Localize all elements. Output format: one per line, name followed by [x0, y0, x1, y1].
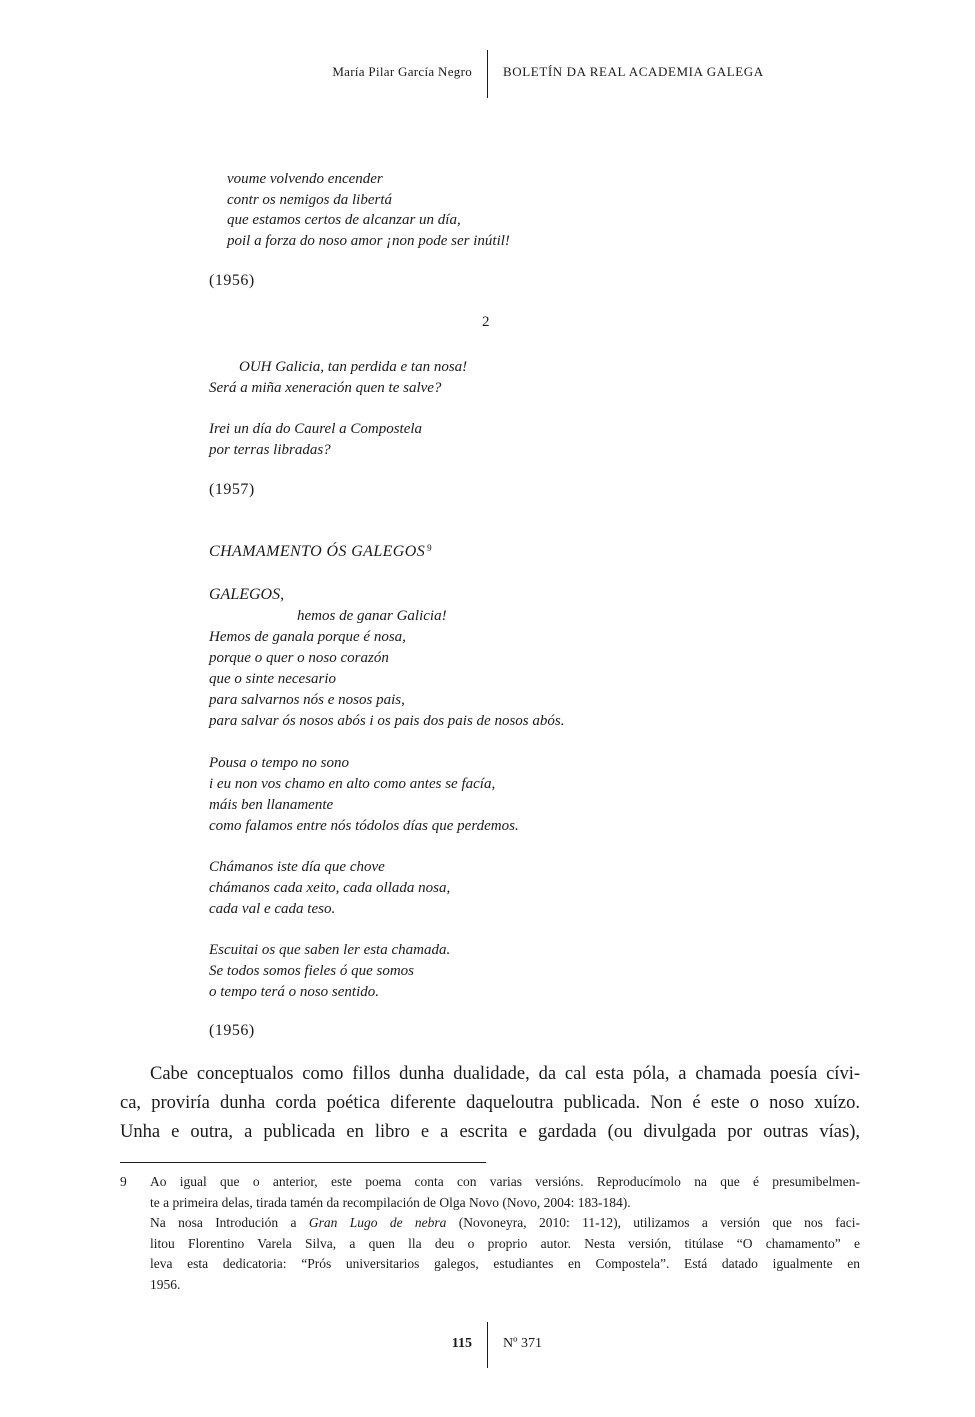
poem-line: hemos de ganar Galicia! [297, 608, 447, 624]
poem-2-number: 2 [482, 314, 490, 330]
poem-line: Pousa o tempo no sono [209, 755, 349, 771]
footnote-text: Na nosa Introdución a [150, 1215, 309, 1230]
poem-line: como falamos entre nós tódolos días que perdemos. [209, 818, 519, 834]
poem-2-date: (1957) [209, 481, 255, 498]
poem-line: voume volvendo encender [227, 171, 383, 187]
book-title: Gran Lugo de nebra [308, 1215, 447, 1230]
poem-line: que estamos certos de alcanzar un día, [227, 212, 461, 228]
poem-line: GALEGOS, [209, 586, 285, 603]
footnote-line: leva esta dedicatoria: “Prós universitarios galegos, estudiantes en Compostela”. Está datado igualmente en [150, 1256, 860, 1271]
footnote-line: litou Florentino Varela Silva, a quen lla deu o proprio autor. Nesta versión, titúlase “O chamamento” e [150, 1235, 860, 1251]
issue-number: Nº 371 [503, 1336, 542, 1351]
poem-line: porque o quer o noso corazón [209, 650, 389, 666]
poem-line: para salvarnos nós e nosos pais, [209, 692, 405, 708]
running-header-author: María Pilar García Negro [332, 64, 472, 79]
poem-1-date: (1956) [209, 272, 255, 289]
poem-line: Irei un día do Caurel a Compostela [209, 421, 423, 437]
poem-line: Hemos de ganala porque é nosa, [209, 629, 406, 645]
body-paragraph [120, 1060, 860, 1147]
header-divider [487, 50, 488, 98]
poem-line: cada val e cada teso. [209, 901, 336, 917]
poem-line: i eu non vos chamo en alto como antes se facía, [209, 776, 496, 792]
footnote-number: 9 [120, 1174, 127, 1189]
poem-title-text: CHAMAMENTO ÓS GALEGOS [209, 543, 426, 560]
poem-line: contr os nemigos da libertá [227, 192, 392, 208]
footnote-line: Ao igual que o anterior, este poema conta con varias versións. Reproducímolo na que é presumibelmen- [150, 1174, 860, 1189]
footnote-text: (Novoneyra, 2010: 11-12), utilizamos a versión que nos faci- [446, 1215, 861, 1230]
page-number: 115 [451, 1336, 472, 1351]
poem-line: poil a forza do noso amor ¡non pode ser inútil! [227, 233, 510, 249]
running-header-journal: BOLETÍN DA REAL ACADEMIA GALEGA [503, 64, 764, 79]
body-line: ca, proviría dunha corda poética diferente daqueloutra publicada. Non é este o noso xuízo. [120, 1093, 860, 1113]
footnote-line: te a primeira delas, tirada tamén da recompilación de Olga Novo (Novo, 2004: 183-184). [150, 1194, 631, 1210]
poem-line: Se todos somos fieles ó que somos [209, 963, 414, 979]
poem-line: Chámanos iste día que chove [209, 859, 385, 875]
poem-line: o tempo terá o noso sentido. [209, 984, 379, 1000]
footnote-line: 1956. [150, 1276, 181, 1292]
footer-divider [487, 1322, 488, 1368]
poem-line: que o sinte necesario [209, 671, 337, 687]
poem-line: Será a miña xeneración quen te salve? [209, 380, 442, 396]
footnote-reference: 9 [427, 543, 433, 553]
footnote-9 [120, 1172, 860, 1295]
poem-line: Escuitai os que saben ler esta chamada. [209, 942, 451, 958]
footnote-line [150, 1213, 860, 1234]
poem-line: OUH Galicia, tan perdida e tan nosa! [239, 359, 468, 375]
poem-3-title [209, 543, 432, 561]
body-line: Unha e outra, a publicada en libro e a escrita e gardada (ou divulgada por outras vías), [120, 1122, 860, 1142]
poem-line: máis ben llanamente [209, 797, 334, 813]
poem-3-date: (1956) [209, 1022, 255, 1039]
poem-line: chámanos cada xeito, cada ollada nosa, [209, 880, 451, 896]
poem-line: por terras libradas? [209, 442, 331, 458]
poem-line: para salvar ós nosos abós i os pais dos pais de nosos abós. [209, 713, 565, 729]
body-line: Cabe conceptualos como fillos dunha dualidade, da cal esta póla, a chamada poesía cívi- [150, 1064, 860, 1084]
footnote-separator [120, 1162, 486, 1163]
